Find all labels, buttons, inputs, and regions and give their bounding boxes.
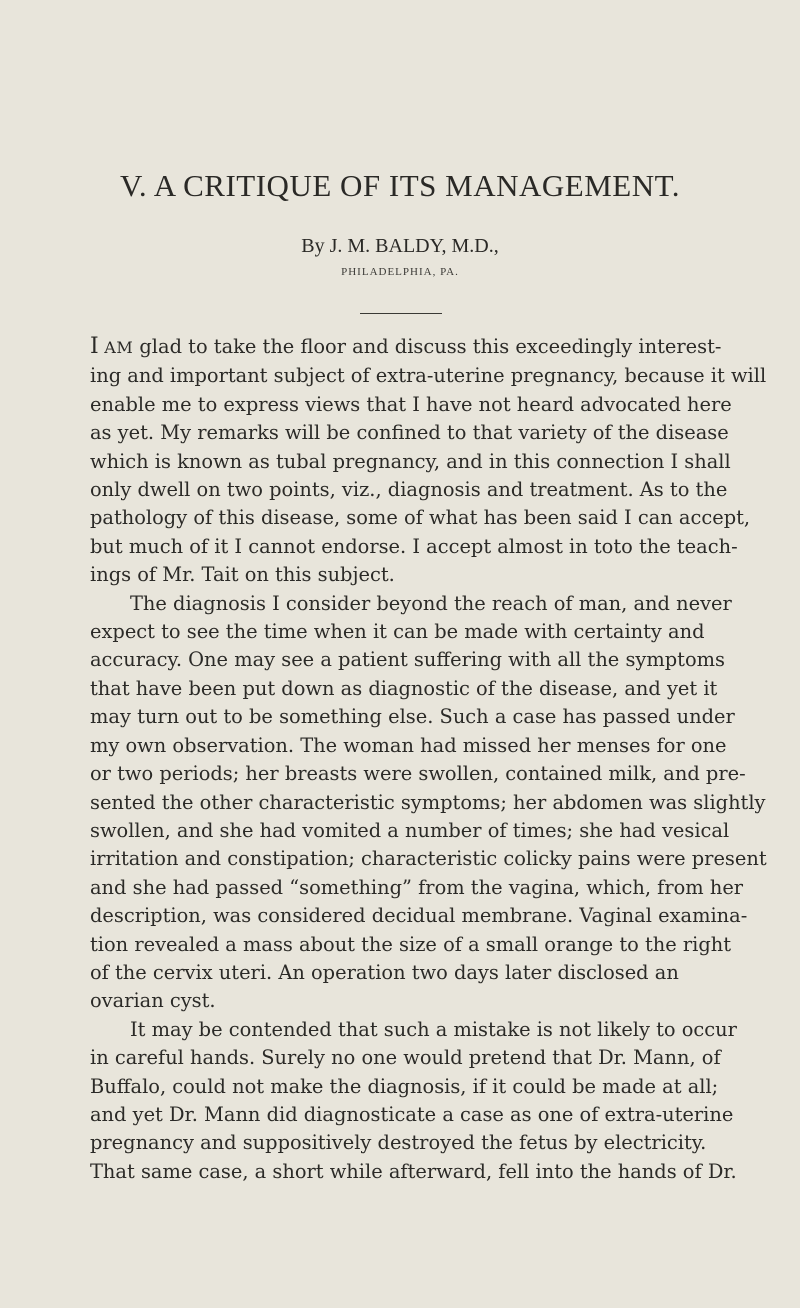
- text-line: ings of Mr. Tait on this subject.: [90, 563, 395, 587]
- text-line: expect to see the time when it can be made with certainty and: [90, 620, 705, 644]
- text-line: description, was considered decidual membrane. Vaginal examina-: [90, 904, 748, 928]
- text-line: [90, 333, 740, 362]
- text-line: ovarian cyst.: [90, 989, 216, 1013]
- text-line: only dwell on two points, viz., diagnosis and treatment. As to the: [90, 478, 728, 502]
- text-line: and yet Dr. Mann did diagnosticate a case as one of extra-uterine: [90, 1102, 734, 1126]
- text-line: which is known as tubal pregnancy, and in this connection I shall: [90, 449, 731, 473]
- text-line: accuracy. One may see a patient suffering with all the symptoms: [90, 648, 725, 672]
- text-line: enable me to express views that I have not heard advocated here: [90, 392, 732, 416]
- text-line: tion revealed a mass about the size of a small orange to the right: [90, 932, 732, 956]
- text-line: as yet. My remarks will be confined to that variety of the disease: [90, 421, 729, 445]
- article-body: [90, 333, 767, 1186]
- text-line: Buffalo, could not make the diagnosis, if it could be made at all;: [90, 1074, 719, 1098]
- text-line: or two periods; her breasts were swollen, contained milk, and pre-: [90, 762, 746, 786]
- author-location: PHILADELPHIA, PA.: [341, 266, 459, 278]
- text-line: sented the other characteristic symptoms; her abdomen was slightly: [90, 790, 766, 814]
- divider-rule: [360, 313, 442, 314]
- text-line: pathology of this disease, some of what has been said I can accept,: [90, 506, 751, 530]
- text-line: That same case, a short while afterward, fell into the hands of Dr.: [90, 1159, 737, 1183]
- text-line: and she had passed “something” from the vagina, which, from her: [90, 875, 744, 899]
- text-line: in careful hands. Surely no one would pretend that Dr. Mann, of: [90, 1046, 721, 1070]
- text-line: The diagnosis I consider beyond the reach of man, and never: [130, 591, 732, 615]
- text-line: swollen, and she had vomited a number of times; she had vesical: [90, 818, 730, 842]
- small-caps-word: AM: [98, 338, 134, 357]
- text-line: It may be contended that such a mistake is not likely to occur: [130, 1017, 737, 1041]
- text-line: ing and important subject of extra-uterine pregnancy, because it will: [90, 364, 767, 388]
- text-line: of the cervix uteri. An operation two days later disclosed an: [90, 960, 679, 984]
- text-line: my own observation. The woman had missed her menses for one: [90, 733, 727, 757]
- author-byline: By J. M. BALDY, M.D.,: [301, 235, 499, 257]
- text-line: may turn out to be something else. Such a case has passed under: [90, 705, 735, 729]
- text-line: that have been put down as diagnostic of the disease, and yet it: [90, 676, 718, 700]
- opening-rest: glad to take the floor and discuss this exceedingly interest-: [133, 335, 722, 358]
- text-line: but much of it I cannot endorse. I accept almost in toto the teach-: [90, 534, 738, 558]
- text-line: irritation and constipation; characteristic colicky pains were present: [90, 847, 767, 871]
- section-heading: V. A CRITIQUE OF ITS MANAGEMENT.: [120, 168, 680, 203]
- initial-letter: I: [90, 334, 99, 359]
- text-line: pregnancy and suppositively destroyed the fetus by electricity.: [90, 1131, 707, 1155]
